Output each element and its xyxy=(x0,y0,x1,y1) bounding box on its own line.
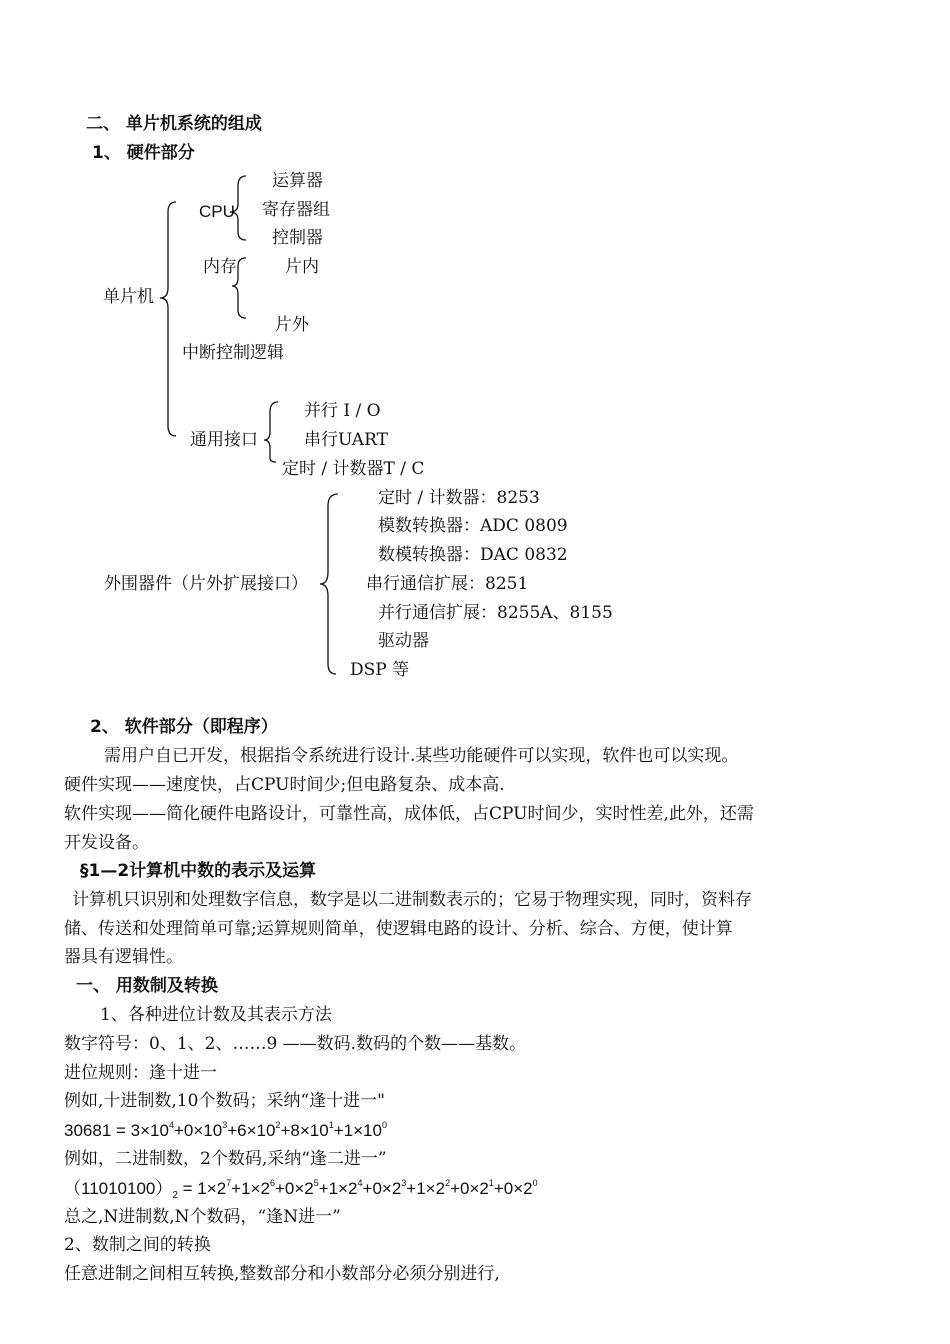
hardware-heading: 1、 硬件部分 xyxy=(92,143,195,163)
peripheral-item-dsp: DSP 等 xyxy=(350,660,410,680)
interrupt-logic: 中断控制逻辑 xyxy=(182,343,284,363)
io-timer: 定时 / 计数器T / C xyxy=(282,459,425,479)
software-para2: 硬件实现——速度快，占CPU时间少;但电路复杂、成本高. xyxy=(64,775,505,795)
section12-para-line1: 计算机只识别和处理数字信息，数字是以二进制数表示的；它易于物理实现，同时，资料存 xyxy=(72,890,752,910)
io-label: 通用接口 xyxy=(190,430,258,450)
cpu-item-registers: 寄存器组 xyxy=(262,200,330,220)
binary-expansion-formula: $(11010100)_2 = 1\times 2^7+1\times 2^6+0\times 2^5+1\times 2^4+0\times 2^3+1\times 2^2+0\times 2^1+0\times 2^0$ xyxy=(64,1178,538,1201)
peripheral-brace xyxy=(320,494,338,674)
sub1-line7: 总之,N进制数,N个数码，“逢N进一” xyxy=(64,1207,341,1227)
memory-label: 内存 xyxy=(203,257,237,277)
section-heading: 二、 单片机系统的组成 xyxy=(86,114,262,134)
peripheral-item-timer: 定时 / 计数器：8253 xyxy=(378,488,540,508)
decimal-expansion-formula: $30681 = 3\times 10^4+0\times 10^3+6\times 10^2+8\times 10^1+1\times 10^0$ xyxy=(64,1120,387,1140)
peripheral-item-parallel: 并行通信扩展：8255A、8155 xyxy=(378,603,613,623)
sub1-line2: 进位规则：逢十进一 xyxy=(64,1063,217,1083)
software-heading: 2、 软件部分（即程序） xyxy=(90,717,278,737)
io-item-serial: 串行UART xyxy=(304,430,388,450)
section12-para-line3: 器具有逻辑性。 xyxy=(64,947,183,967)
cpu-item-controller: 控制器 xyxy=(272,228,323,248)
sub1-item1: 1、各种进位计数及其表示方法 xyxy=(100,1005,332,1025)
peripheral-item-serial: 串行通信扩展：8251 xyxy=(366,574,529,594)
root-label: 单片机 xyxy=(103,287,154,307)
peripheral-label: 外围器件（片外扩展接口） xyxy=(104,574,308,594)
peripheral-item-adc: 模数转换器：ADC 0809 xyxy=(378,516,568,536)
cpu-item-alu: 运算器 xyxy=(272,171,323,191)
root-brace xyxy=(160,202,176,436)
memory-item-internal: 片内 xyxy=(285,257,319,277)
io-brace xyxy=(264,402,278,462)
io-item-parallel: 并行 I / O xyxy=(304,401,381,421)
software-para3-line1: 软件实现——简化硬件电路设计，可靠性高，成体低，占CPU时间少，实时性差,此外，还需 xyxy=(64,804,754,824)
section12-heading: §1—2计算机中数的表示及运算 xyxy=(80,861,317,881)
sub1-line5: 例如，二进制数，2个数码,采纳“逢二进一” xyxy=(64,1149,387,1169)
software-para1: 需用户自已开发，根据指令系统进行设计.某些功能硬件可以实现，软件也可以实现。 xyxy=(104,746,739,766)
sub1-line1: 数字符号：0、1、2、……9 ——数码.数码的个数——基数。 xyxy=(64,1034,527,1054)
memory-item-external: 片外 xyxy=(275,315,309,335)
sub1-line3: 例如,十进制数,10个数码；采纳“逢十进一" xyxy=(64,1091,385,1111)
peripheral-item-dac: 数模转换器：DAC 0832 xyxy=(378,545,568,565)
sub1-line8: 任意进制之间相互转换,整数部分和小数部分必须分别进行, xyxy=(64,1264,500,1284)
sub1-item2: 2、数制之间的转换 xyxy=(64,1235,211,1255)
peripheral-item-driver: 驱动器 xyxy=(378,631,429,651)
cpu-label: CPU xyxy=(199,202,235,221)
software-para3-line2: 开发设备。 xyxy=(64,833,149,853)
section12-para-line2: 储、传送和处理简单可靠;运算规则简单，使逻辑电路的设计、分析、综合、方便，使计算 xyxy=(64,919,733,939)
sub1-heading: 一、 用数制及转换 xyxy=(76,976,218,996)
